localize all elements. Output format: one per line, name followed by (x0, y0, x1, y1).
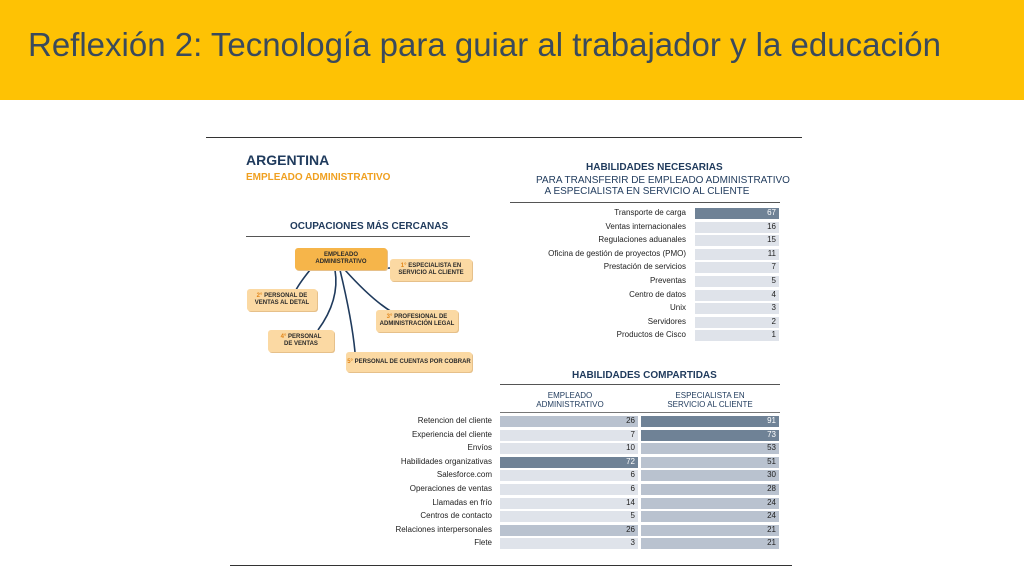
shared-skill-label: Salesforce.com (436, 470, 492, 480)
shared-skill-label: Relaciones interpersonales (395, 524, 492, 534)
connector-4 (318, 270, 336, 330)
shared-col-employee-line2: ADMINISTRATIVO (536, 400, 604, 409)
needed-skills-title: HABILIDADES NECESARIAS (586, 162, 723, 173)
needed-skill-value: 4 (771, 289, 776, 299)
node-4-rank: 4° (280, 334, 287, 340)
shared-skill-value-employee: 10 (626, 443, 635, 453)
shared-skill-bar-specialist (641, 470, 779, 481)
needed-skill-label: Oficina de gestión de proyectos (PMO) (548, 248, 686, 258)
country-heading: ARGENTINA (246, 152, 330, 168)
needed-skill-bar (695, 249, 779, 260)
shared-skill-bar-specialist (641, 484, 779, 495)
shared-skill-bar-employee (500, 511, 638, 522)
shared-skill-label: Operaciones de ventas (409, 484, 492, 493)
needed-skill-value: 7 (771, 262, 776, 272)
slide-title: Reflexión 2: Tecnología para guiar al trabajador y la educación (28, 26, 941, 63)
needed-skill-value: 15 (767, 235, 776, 245)
node-occupation-5 (346, 352, 472, 372)
needed-skill-value: 2 (771, 316, 776, 326)
node-center (295, 248, 387, 270)
shared-skill-label: Llamadas en frío (432, 497, 492, 507)
node-2-rank: 2° (256, 293, 263, 299)
node-2-line1: PERSONAL DE (264, 293, 308, 299)
node-3-line1: PROFESIONAL DE (394, 314, 448, 320)
shared-skill-value-employee: 6 (630, 484, 635, 493)
node-4-line2: DE VENTAS (284, 341, 318, 347)
shared-skill-label: Habilidades organizativas (400, 456, 492, 466)
shared-skill-value-specialist: 73 (767, 429, 776, 439)
needed-skill-label: Centro de datos (629, 289, 686, 299)
shared-skill-value-specialist: 28 (767, 484, 776, 493)
node-center-line2: ADMINISTRATIVO (315, 259, 367, 265)
needed-skill-bar (695, 208, 779, 219)
needed-skill-bar (695, 222, 779, 233)
needed-skill-label: Unix (669, 303, 686, 313)
node-3-line2: ADMINISTRACIÓN LEGAL (379, 321, 455, 327)
shared-skill-bar-specialist (641, 430, 779, 441)
needed-skill-value: 16 (767, 221, 776, 231)
shared-skill-label: Experiencia del cliente (411, 429, 492, 439)
needed-skill-bar (695, 290, 779, 301)
needed-skill-label: Transporte de carga (614, 208, 686, 217)
needed-skill-bar (695, 317, 779, 328)
needed-skill-value: 5 (771, 276, 776, 285)
node-1-line2: SERVICIO AL CLIENTE (398, 270, 464, 276)
node-center-line1: EMPLEADO (323, 252, 358, 258)
needed-skill-label: Regulaciones aduanales (598, 235, 686, 245)
shared-col-specialist-line2: SERVICIO AL CLIENTE (667, 400, 753, 409)
node-occupation-1 (390, 259, 472, 281)
needed-skill-bar (695, 276, 779, 287)
shared-skill-label: Envíos (467, 443, 492, 453)
needed-skill-label: Prestación de servicios (603, 262, 686, 272)
shared-skill-value-employee: 14 (626, 497, 635, 507)
closest-occupations-title: OCUPACIONES MÁS CERCANAS (290, 221, 449, 232)
needed-skill-value: 1 (771, 330, 776, 340)
shared-skill-bar-employee (500, 430, 638, 441)
needed-skill-bar (695, 330, 779, 341)
shared-col-employee (520, 391, 620, 409)
role-subheading: EMPLEADO ADMINISTRATIVO (246, 172, 391, 183)
shared-skill-label: Flete (474, 538, 492, 548)
shared-skill-value-specialist: 51 (767, 456, 776, 466)
shared-skill-value-specialist: 24 (767, 497, 776, 507)
shared-skill-value-employee: 7 (630, 429, 635, 439)
shared-skill-bar-specialist (641, 498, 779, 509)
shared-skill-value-employee: 3 (630, 538, 635, 548)
shared-skill-value-specialist: 21 (767, 538, 776, 548)
shared-col-specialist-line1: ESPECIALISTA EN (675, 391, 745, 400)
node-1-rank: 1° (400, 263, 407, 269)
shared-skill-value-employee: 6 (630, 470, 635, 480)
shared-skill-value-employee: 26 (626, 416, 635, 425)
node-5-line1: PERSONAL DE CUENTAS POR COBRAR (354, 358, 471, 365)
shared-skill-bar-employee (500, 416, 638, 427)
shared-skill-value-employee: 72 (626, 456, 635, 466)
node-5-rank: 5° (347, 358, 353, 365)
shared-skill-bar-specialist (641, 443, 779, 454)
shared-skill-value-specialist: 53 (767, 443, 776, 453)
needed-skill-label: Servidores (647, 316, 686, 326)
node-occupation-2 (247, 289, 317, 311)
shared-skill-bar-employee (500, 498, 638, 509)
node-1-line1: ESPECIALISTA EN (408, 263, 462, 269)
needed-skill-bar (695, 262, 779, 273)
shared-skill-label: Centros de contacto (420, 511, 492, 521)
shared-skill-value-specialist: 30 (767, 470, 776, 480)
node-occupation-3 (376, 310, 458, 332)
node-2-line2: VENTAS AL DETAL (254, 300, 310, 306)
shared-skill-bar-employee (500, 538, 638, 549)
needed-skill-label: Preventas (649, 276, 686, 285)
needed-skills-subtitle-2: A ESPECIALISTA EN SERVICIO AL CLIENTE (544, 186, 750, 197)
shared-skill-bar-specialist (641, 525, 779, 536)
shared-skill-bar-specialist (641, 511, 779, 522)
shared-skill-value-specialist: 91 (767, 416, 776, 425)
shared-skill-bar-employee (500, 484, 638, 495)
shared-skill-value-specialist: 24 (767, 511, 776, 521)
needed-skills-subtitle-1: PARA TRANSFERIR DE EMPLEADO ADMINISTRATIVO (536, 175, 790, 186)
shared-skill-bar-employee (500, 443, 638, 454)
needed-rule (510, 202, 780, 203)
shared-skills-title: HABILIDADES COMPARTIDAS (572, 370, 717, 381)
node-4-line1: PERSONAL (288, 334, 322, 340)
needed-skill-bar (695, 303, 779, 314)
shared-skill-bar-specialist (641, 538, 779, 549)
needed-skill-value: 67 (767, 208, 776, 217)
shared-skill-bar-employee (500, 457, 638, 468)
shared-skill-label: Retencion del cliente (417, 416, 492, 425)
connector-3 (345, 270, 392, 312)
needed-skill-value: 11 (767, 248, 776, 258)
node-3-rank: 3° (386, 314, 393, 320)
shared-col-specialist (660, 391, 760, 409)
needed-skill-label: Productos de Cisco (616, 330, 686, 340)
needed-skill-value: 3 (771, 303, 776, 313)
connector-5 (340, 270, 355, 352)
shared-skill-bar-employee (500, 525, 638, 536)
shared-col-employee-line1: EMPLEADO (547, 391, 593, 400)
needed-skill-label: Ventas internacionales (605, 221, 686, 231)
shared-skill-bar-specialist (641, 416, 779, 427)
shared-rule (500, 384, 780, 385)
needed-skill-bar (695, 235, 779, 246)
shared-skill-value-specialist: 21 (767, 524, 776, 534)
shared-skill-value-employee: 5 (630, 511, 635, 521)
shared-skill-value-employee: 26 (626, 524, 635, 534)
shared-skill-bar-specialist (641, 457, 779, 468)
node-occupation-4 (268, 330, 334, 352)
shared-head-rule (500, 412, 780, 413)
shared-skill-bar-employee (500, 470, 638, 481)
